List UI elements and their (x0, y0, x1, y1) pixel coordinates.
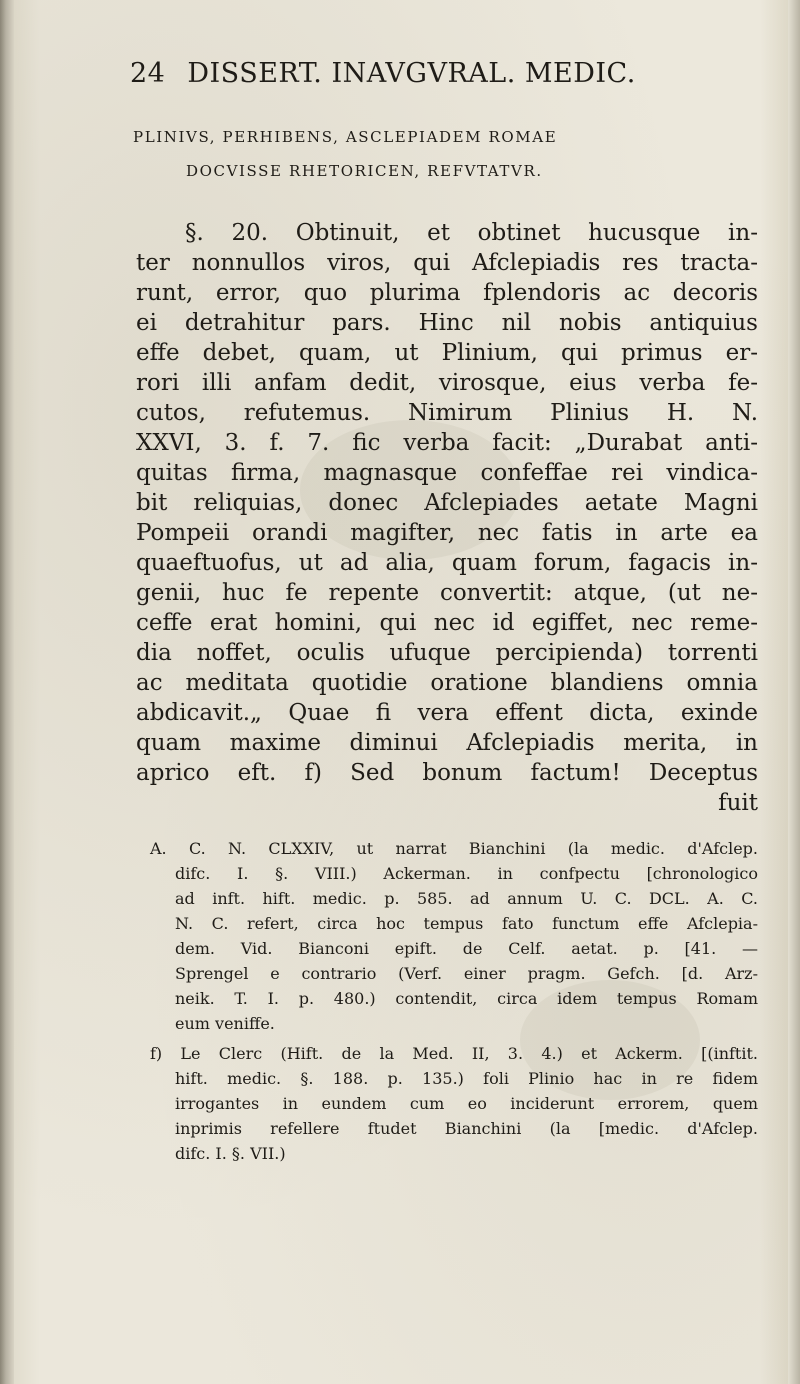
body-line: rori illi anfam dedit, virosque, eius verba fe- (136, 370, 758, 396)
body-line: runt, error, quo plurima fplendoris ac decoris (136, 280, 758, 306)
footnote-line: eum veniffe. (175, 1014, 275, 1033)
body-line: bit reliquias, donec Afclepiades aetate Magni (136, 490, 758, 516)
footnote-line: inprimis refellere ftudet Bianchini (la [medic. d'Afclep. (175, 1119, 758, 1138)
body-line: Pompeii orandi magifter, nec fatis in arte ea (136, 520, 758, 546)
footnote-line: N. C. refert, circa hoc tempus fato functum effe Afclepia- (175, 914, 758, 933)
footnote-line: A. C. N. CLXXIV, ut narrat Bianchini (la medic. d'Afclep. (150, 839, 758, 858)
body-line: genii, huc fe repente convertit: atque, (ut ne- (136, 580, 758, 606)
body-line: effe debet, quam, ut Plinium, qui primus er- (136, 340, 758, 366)
body-line: cutos, refutemus. Nimirum Plinius H. N. (136, 400, 758, 426)
body-line: abdicavit.„ Quae fi vera effent dicta, exinde (136, 700, 758, 726)
footnote-line: f) Le Clerc (Hift. de la Med. II, 3. 4.) et Ackerm. [(inftit. (150, 1044, 758, 1063)
running-header (130, 58, 690, 89)
body-line: quaeftuofus, ut ad alia, quam forum, fagacis in- (136, 550, 758, 576)
body-line: ac meditata quotidie oratione blandiens omnia (136, 670, 758, 696)
footnote-line: ad inft. hift. medic. p. 585. ad annum U. C. DCL. A. C. (175, 889, 758, 908)
body-line: ei detrahitur pars. Hinc nil nobis antiquius (136, 310, 758, 336)
body-line: dia noffet, oculis ufuque percipienda) torrenti (136, 640, 758, 666)
body-line: quam maxime diminui Afclepiadis merita, in (136, 730, 758, 756)
page-binding-edge (0, 0, 14, 1384)
running-head-title: DISSERT. INAVGVRAL. MEDIC. (187, 58, 636, 89)
body-line: aprico eft. f) Sed bonum factum! Deceptus (136, 760, 758, 786)
body-line: §. 20. Obtinuit, et obtinet hucusque in- (185, 220, 758, 246)
footnote-line: hift. medic. §. 188. p. 135.) foli Plinio hac in re fidem (175, 1069, 758, 1088)
footnote-line: difc. I. §. VII.) (175, 1144, 286, 1163)
page-right-edge (788, 0, 800, 1384)
footnote-line: difc. I. §. VIII.) Ackerman. in confpectu [chronologico (175, 864, 758, 883)
body-line: XXVI, 3. f. 7. fic verba facit: „Durabat anti- (136, 430, 758, 456)
section-heading-line-2: DOCVISSE RHETORICEN, REFVTATVR. (186, 162, 543, 180)
section-heading-line-1: PLINIVS, PERHIBENS, ASCLEPIADEM ROMAE (133, 128, 558, 146)
footnote-line: Sprengel e contrario (Verf. einer pragm. Gefch. [d. Arz- (175, 964, 758, 983)
body-line-catchword: fuit (718, 790, 758, 816)
body-line: quitas firma, magnasque confeffae rei vindica- (136, 460, 758, 486)
footnote-line: irrogantes in eundem cum eo inciderunt errorem, quem (175, 1094, 758, 1113)
footnote-line: neik. T. I. p. 480.) contendit, circa idem tempus Romam (175, 989, 758, 1008)
body-line: ceffe erat homini, qui nec id egiffet, nec reme- (136, 610, 758, 636)
footnote-line: dem. Vid. Bianconi epift. de Celf. aetat. p. [41. — (175, 939, 758, 958)
body-line: ter nonnullos viros, qui Afclepiadis res tracta- (136, 250, 758, 276)
page-number: 24 (130, 58, 166, 89)
